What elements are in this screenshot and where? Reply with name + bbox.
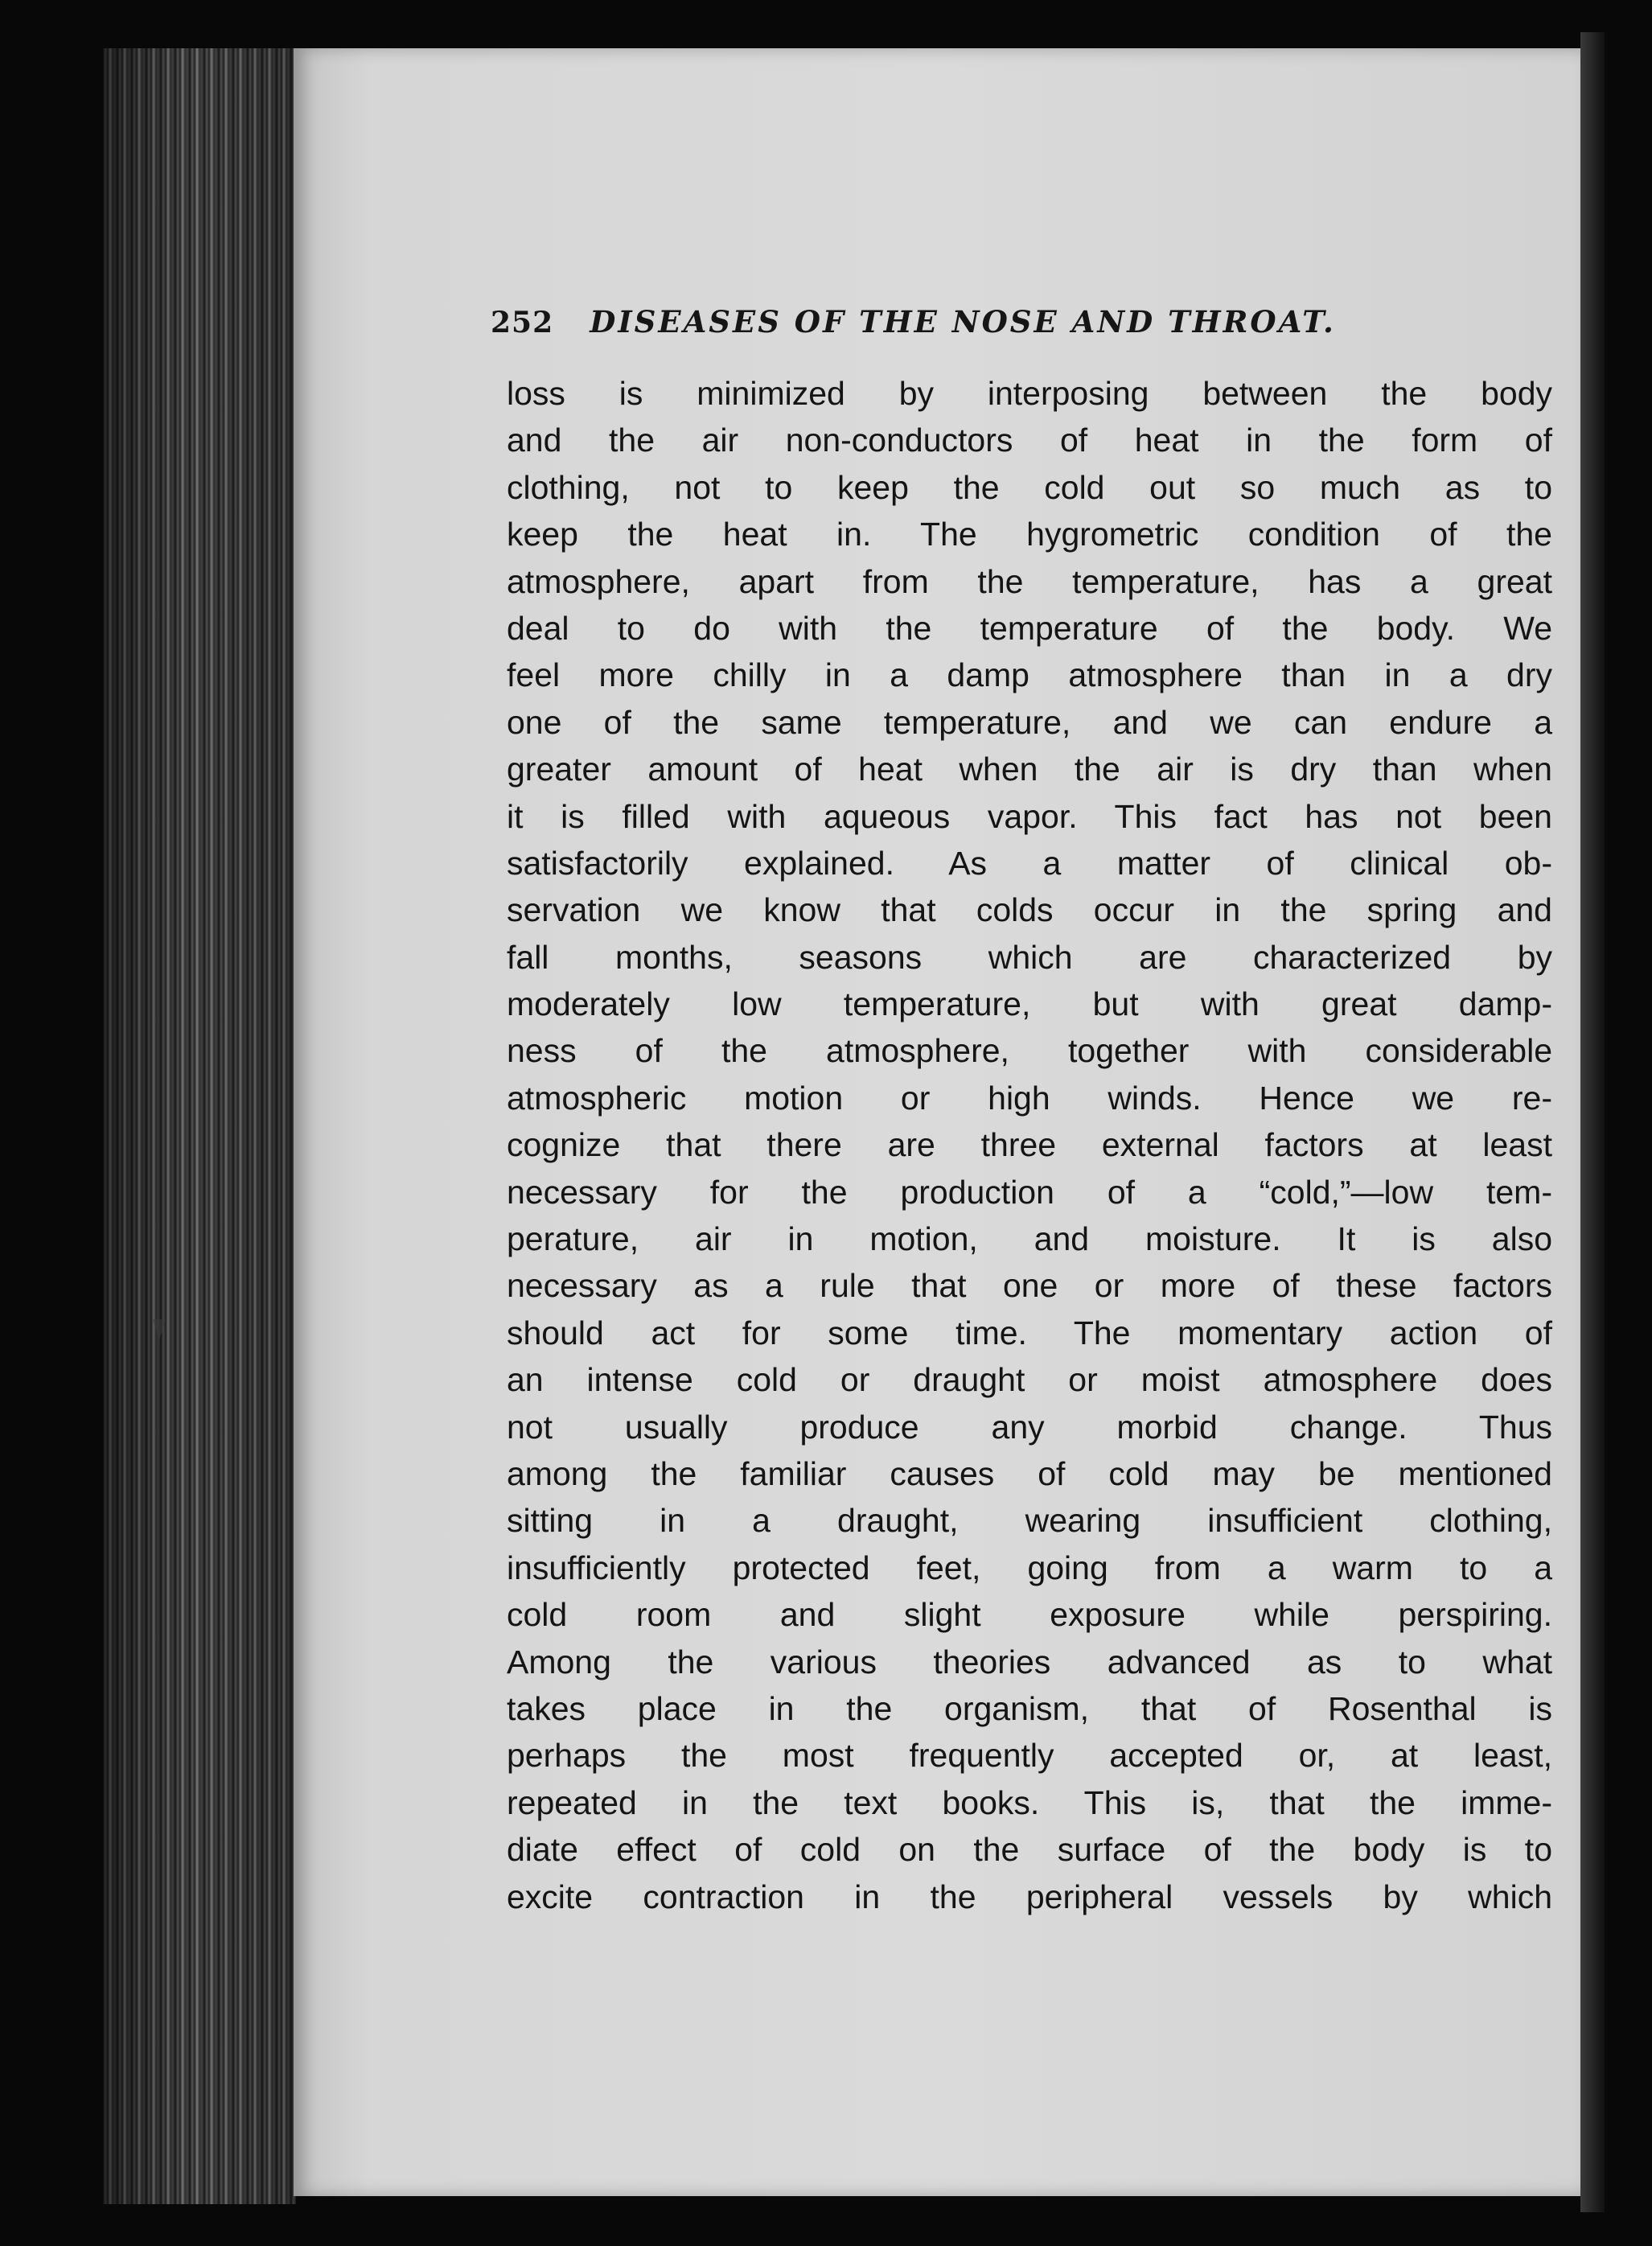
text-line: perhaps the most frequently accepted or, at least, xyxy=(507,1737,1552,1775)
text-line: excite contraction in the peripheral vessels by which xyxy=(507,1878,1552,1915)
text-line: takes place in the organism, that of Rosenthal is xyxy=(507,1689,1552,1727)
text-line: among the familiar causes of cold may be mentioned xyxy=(507,1454,1552,1492)
text-line: deal to do with the temperature of the body. We xyxy=(507,609,1552,647)
text-line: necessary for the production of a “cold,”—low tem- xyxy=(507,1173,1552,1211)
text-line: insufficiently protected feet, going from a warm to a xyxy=(507,1549,1552,1586)
text-line: greater amount of heat when the air is dry than when xyxy=(507,751,1552,788)
text-line: moderately low temperature, but with great damp- xyxy=(507,985,1552,1023)
text-line: an intense cold or draught or moist atmosphere does xyxy=(507,1361,1552,1399)
text-line: feel more chilly in a damp atmosphere than in a dry xyxy=(507,656,1552,694)
text-line: and the air non-conductors of heat in the form of xyxy=(507,422,1552,459)
text-line: repeated in the text books. This is, that the imme- xyxy=(507,1783,1552,1821)
text-line: cognize that there are three external factors at least xyxy=(507,1126,1552,1164)
text-line: perature, air in motion, and moisture. It is also xyxy=(507,1220,1552,1258)
text-line: sitting in a draught, wearing insufficient clothing, xyxy=(507,1502,1552,1540)
text-line: fall months, seasons which are characterized by xyxy=(507,938,1552,976)
text-line: satisfactorily explained. As a matter of clinical ob- xyxy=(507,844,1552,882)
text-line: diate effect of cold on the surface of the body is to xyxy=(507,1831,1552,1869)
page-number: 252 xyxy=(491,306,554,339)
book-page-edges xyxy=(103,48,296,2204)
running-header xyxy=(491,304,1552,339)
text-line: one of the same temperature, and we can endure a xyxy=(507,703,1552,741)
text-line: cold room and slight exposure while perspiring. xyxy=(507,1596,1552,1634)
text-line: atmospheric motion or high winds. Hence we re- xyxy=(507,1079,1552,1117)
text-line: Among the various theories advanced as to what xyxy=(507,1643,1552,1680)
text-line: servation we know that colds occur in the spring and xyxy=(507,891,1552,929)
text-line: it is filled with aqueous vapor. This fact has not been xyxy=(507,797,1552,835)
running-title: DISEASES OF THE NOSE AND THROAT. xyxy=(590,304,1336,339)
margin-pencil-mark xyxy=(153,1319,166,1340)
text-line: clothing, not to keep the cold out so much as to xyxy=(507,468,1552,506)
text-line: ness of the atmosphere, together with considerable xyxy=(507,1032,1552,1070)
text-line: not usually produce any morbid change. Thus xyxy=(507,1408,1552,1446)
book-page xyxy=(294,48,1580,2196)
text-line: loss is minimized by interposing between the body xyxy=(507,375,1552,412)
book-right-edge xyxy=(1580,32,1605,2212)
body-text xyxy=(507,370,1552,1920)
text-line: should act for some time. The momentary action of xyxy=(507,1314,1552,1351)
text-line: keep the heat in. The hygrometric condition of the xyxy=(507,516,1552,553)
text-line: necessary as a rule that one or more of these factors xyxy=(507,1267,1552,1305)
text-line: atmosphere, apart from the temperature, has a great xyxy=(507,562,1552,600)
